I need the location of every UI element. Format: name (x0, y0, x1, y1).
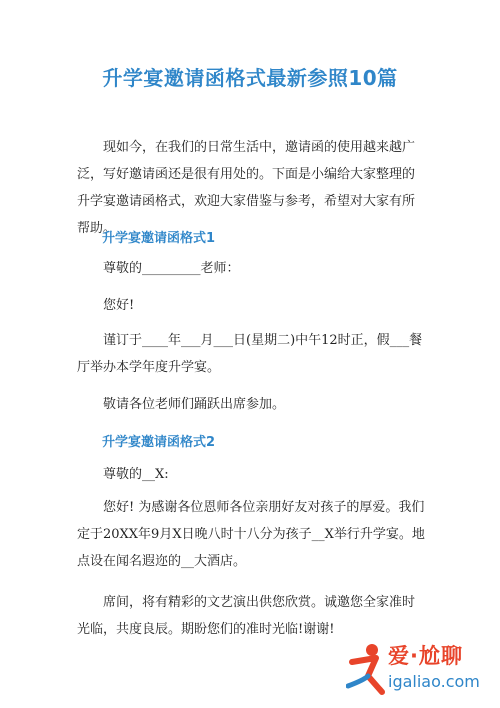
section-2-salutation: 尊敬的__X: (103, 467, 169, 482)
section-2-heading: 升学宴邀请函格式2 (102, 435, 216, 450)
watermark-url: igaliao.com (388, 672, 480, 691)
section-1-salutation: 尊敬的_________老师： (103, 261, 240, 276)
section-1-body-2: 敬请各位老师们踊跃出席参加。 (103, 397, 286, 412)
section-2-body-1: 您好! 为感谢各位恩师各位亲朋好友对孩子的厚爱。我们定于20XX年9月X日晚八时十八分为孩子__X举行升学宴。地点设在闻名遐迩的__大酒店。 (77, 500, 425, 569)
section-1-body-1: 谨订于____年___月___日(星期二)中午12时正，假___餐厅举办本学年度升学宴。 (77, 333, 423, 375)
document-title: 升学宴邀请函格式最新参照10篇 (102, 66, 398, 90)
intro-paragraph: 现如今，在我们的日常生活中，邀请函的使用越来越广泛，写好邀请函还是很有用处的。下面是小编给大家整理的升学宴邀请函格式，欢迎大家借鉴与参考，希望对大家有所帮助。 (77, 140, 416, 236)
runner-logo-icon (346, 640, 388, 700)
section-1-greeting: 您好! (103, 298, 135, 313)
section-1-heading: 升学宴邀请函格式1 (102, 231, 216, 246)
section-2-body-2: 席间，将有精彩的文艺演出供您欣赏。诚邀您全家准时光临，共度良辰。期盼您们的准时光临!谢谢! (77, 595, 416, 637)
watermark-logo (346, 640, 496, 702)
watermark-name: 爱·尬聊 (388, 644, 463, 668)
